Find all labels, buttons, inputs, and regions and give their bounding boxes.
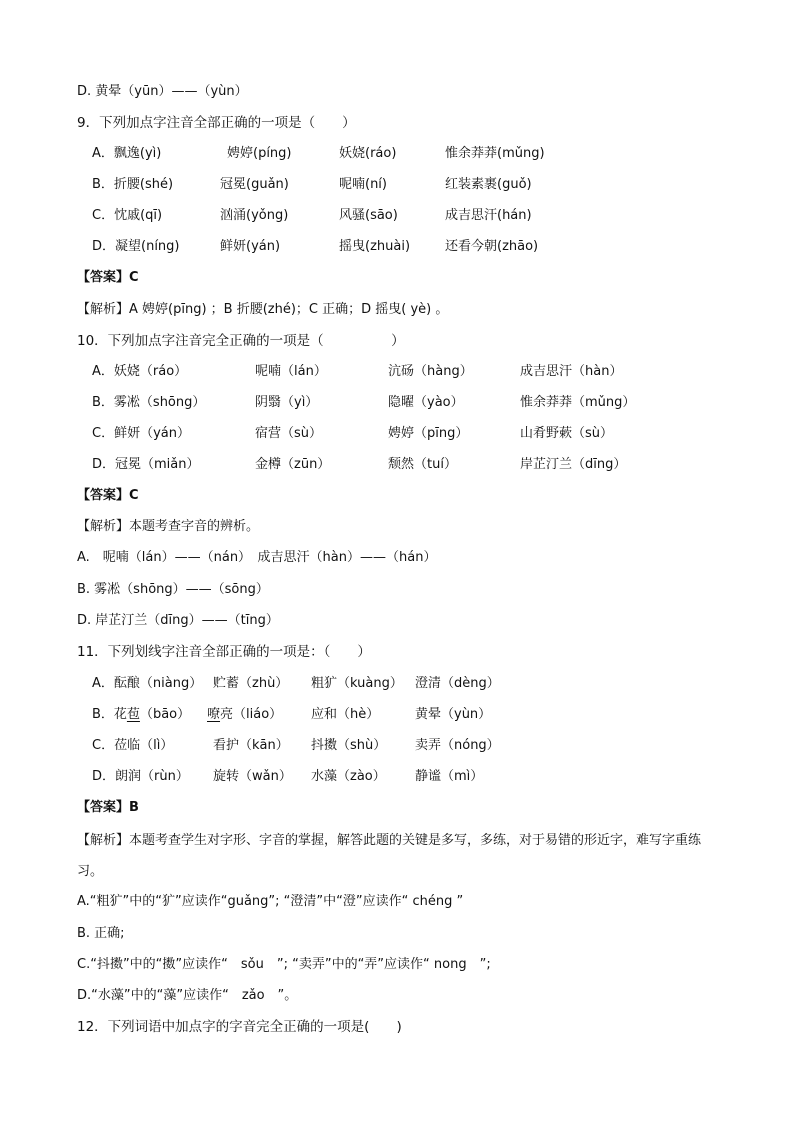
option-11b-1-underlined: 苞 [126, 707, 140, 722]
option-11a-1: A．酝酿（niàng） [92, 676, 203, 691]
option-11d-1: D．朗润（rùn） [92, 769, 189, 784]
option-10a-2: 呢喃（lán） [255, 364, 327, 379]
option-10a-1: A．妖娆（ráo） [92, 364, 188, 379]
option-11c-3: 抖擞（shù） [311, 738, 387, 753]
explanation-11-b: B. 正确; [77, 926, 125, 941]
option-9d-3: 摇曳(zhuài) [339, 239, 411, 254]
option-10b-3: 隐曜（yào） [388, 395, 464, 410]
option-10c-4: 山肴野蔌（sù） [520, 426, 614, 441]
option-10b-1: B．雾凇（shōng） [92, 395, 206, 410]
option-9b-2: 冠冕(guǎn) [220, 177, 289, 192]
option-11b-1 [92, 705, 190, 725]
option-11c-2: 看护（kān） [213, 738, 289, 753]
explanation-11-d: D.“水藻”中的“藻”应读作“ zǎo ”。 [77, 988, 298, 1003]
option-11d-3: 水藻（zào） [311, 769, 386, 784]
option-11b-4: 黄晕（yùn） [415, 707, 492, 722]
option-9c-4: 成吉思汗(hán) [445, 208, 532, 223]
option-9d-4: 还看今朝(zhāo) [445, 239, 539, 254]
option-11c-4: 卖弄（nóng） [415, 738, 500, 753]
answer-11: 【答案】B [77, 800, 139, 815]
option-11b-2-suffix: 亮（liáo） [220, 707, 283, 722]
option-10a-3: 沆砀（hàng） [388, 364, 473, 379]
option-9a-2: 娉婷(píng) [227, 146, 292, 161]
option-11a-4: 澄清（dèng） [415, 676, 500, 691]
explanation-10-d: D. 岸芷汀兰（dīng）——（tīng） [77, 613, 279, 628]
explanation-11-a: A.“粗犷”中的“犷”应读作“guǎng”; “澄清”中“澄”应读作“ chéng ” [77, 894, 464, 909]
explanation-11-c: C.“抖擞”中的“擞”应读作“ sǒu ”; “卖弄”中的“弄”应读作“ nong ”; [77, 957, 491, 972]
option-9d-1: D．凝望(níng) [92, 239, 180, 254]
option-10d-4: 岸芷汀兰（dīng） [520, 457, 627, 472]
option-10d-1: D．冠冕（miǎn） [92, 457, 200, 472]
option-10c-3: 娉婷（pīng） [388, 426, 469, 441]
option-10c-2: 宿营（sù） [255, 426, 323, 441]
option-11b-2 [207, 705, 282, 725]
option-11d-2: 旋转（wǎn） [213, 769, 292, 784]
option-9a-4: 惟余莽莽(mǔng) [445, 146, 545, 161]
option-9b-4: 红装素裹(guǒ) [445, 177, 532, 192]
explanation-9: 【解析】A 娉婷(pīng) ；B 折腰(zhé)；C 正确；D 摇曳( yè) 。 [77, 302, 449, 317]
explanation-10: 【解析】本题考查字音的辨析。 [77, 519, 260, 534]
option-10b-2: 阴翳（yì） [255, 395, 319, 410]
option-9b-1: B．折腰(shé) [92, 177, 174, 192]
question-11: 11．下列划线字注音全部正确的一项是：（ ） [77, 644, 371, 660]
option-9c-1: C．忱戚(qī) [92, 208, 163, 223]
option-11b-2-underlined: 嘹 [207, 707, 221, 722]
question-10: 10．下列加点字注音完全正确的一项是（ ） [77, 333, 405, 349]
option-9a-3: 妖娆(ráo) [339, 146, 397, 161]
option-11a-2: 贮蓄（zhù） [213, 676, 289, 691]
option-10a-4: 成吉思汗（hàn） [520, 364, 623, 379]
option-10b-4: 惟余莽莽（mǔng） [520, 395, 636, 410]
answer-9: 【答案】C [77, 270, 139, 285]
option-11b-3: 应和（hè） [311, 707, 380, 722]
question-12: 12．下列词语中加点字的字音完全正确的一项是( ) [77, 1019, 402, 1035]
explanation-10-b: B. 雾凇（shōng）——（sōng） [77, 582, 269, 597]
option-11d-4: 静谧（mì） [415, 769, 484, 784]
option-11b-1-prefix: B．花 [92, 707, 127, 722]
option-10d-2: 金樽（zūn） [255, 457, 331, 472]
explanation-11: 【解析】本题考查学生对字形、字音的掌握，解答此题的关键是多写，多练，对于易错的形近字，难写字重练习。 [77, 833, 702, 879]
option-10c-1: C．鲜妍（yán） [92, 426, 190, 441]
answer-10: 【答案】C [77, 488, 139, 503]
explanation-10-a: A. 呢喃（lán）——（nán） 成吉思汗（hàn）——（hán） [77, 550, 437, 565]
option-9c-2: 汹涌(yǒng) [220, 208, 289, 223]
option-9a-1: A．飘逸(yì) [92, 146, 162, 161]
text-line: D. 黄晕（yūn）——（yùn） [77, 84, 248, 99]
option-9b-3: 呢喃(ní) [339, 177, 387, 192]
option-9c-3: 风骚(sāo) [339, 208, 398, 223]
option-11c-1: C．莅临（lì） [92, 738, 174, 753]
option-11a-3: 粗犷（kuàng） [311, 676, 403, 691]
option-10d-3: 颓然（tuí） [388, 457, 457, 472]
option-9d-2: 鲜妍(yán) [220, 239, 281, 254]
option-11b-1-suffix: （bāo） [139, 707, 191, 722]
question-9: 9．下列加点字注音全部正确的一项是（ ） [77, 115, 356, 131]
